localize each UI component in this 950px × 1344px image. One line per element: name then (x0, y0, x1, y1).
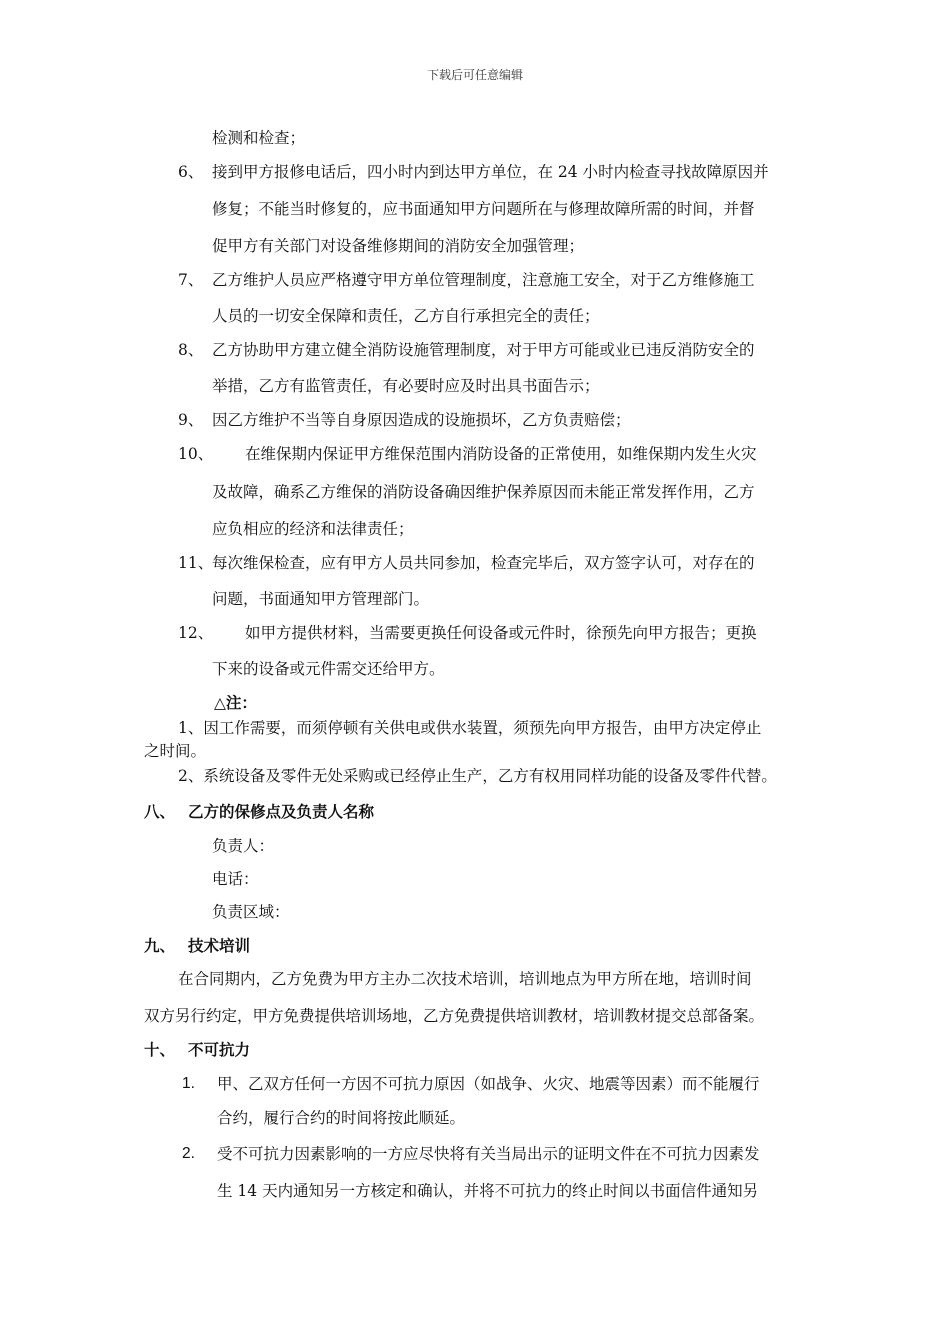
paragraph-line: 双方另行约定，甲方免费提供培训场地，乙方免费提供培训教材，培训教材提交总部备案。 (144, 1007, 765, 1025)
section-number: 十、 (144, 1040, 176, 1059)
contact-field-person: 负责人： (212, 837, 275, 855)
list-item-text: 下来的设备或元件需交还给甲方。 (212, 660, 445, 678)
note-item: 2、系统设备及零件无处采购或已经停止生产，乙方有权用同样功能的设备及零件代替。 (178, 767, 777, 785)
list-item-text: 应负相应的经济和法律责任； (212, 520, 414, 538)
list-item-text: 人员的一切安全保障和责任，乙方自行承担完全的责任； (212, 307, 600, 325)
list-item-text: 甲、乙双方任何一方因不可抗力原因（如战争、火灾、地震等因素）而不能履行 (217, 1075, 760, 1093)
list-number: 12、 (178, 624, 214, 642)
note-title: △注： (214, 693, 257, 712)
list-item-text: 乙方维护人员应严格遵守甲方单位管理制度，注意施工安全，对于乙方维修施工 (212, 271, 755, 289)
section-title: 不可抗力 (188, 1040, 251, 1059)
list-item-text: 举措，乙方有监管责任，有必要时应及时出具书面告示； (212, 377, 600, 395)
section-title: 技术培训 (188, 936, 251, 955)
list-item-text: 每次维保检查，应有甲方人员共同参加，检查完毕后，双方签字认可，对存在的 (212, 554, 755, 572)
section-number: 八、 (144, 802, 176, 821)
list-number: 9、 (178, 411, 204, 429)
list-number: 8、 (178, 341, 204, 359)
list-number: 6、 (178, 163, 204, 181)
section-number: 九、 (144, 936, 176, 955)
contact-field-phone: 电话： (212, 870, 259, 888)
list-item-text: 受不可抗力因素影响的一方应尽快将有关当局出示的证明文件在不可抗力因素发 (217, 1145, 760, 1163)
list-item-text: 促甲方有关部门对设备维修期间的消防安全加强管理； (212, 237, 585, 255)
list-item-text: 生 14 天内通知另一方核定和确认，并将不可抗力的终止时间以书面信件通知另 (217, 1182, 759, 1200)
list-item-text: 及故障，确系乙方维保的消防设备确因维护保养原因而未能正常发挥作用，乙方 (212, 483, 755, 501)
list-item-text: 乙方协助甲方建立健全消防设施管理制度，对于甲方可能或业已违反消防安全的 (212, 341, 755, 359)
list-number: 11、 (178, 554, 214, 572)
page-header: 下载后可任意编辑 (426, 68, 523, 82)
section-title: 乙方的保修点及负责人名称 (188, 802, 375, 821)
list-number: 2. (182, 1145, 195, 1162)
paragraph-line: 在合同期内，乙方免费为甲方主办二次技术培训，培训地点为甲方所在地，培训时间 (178, 970, 752, 988)
list-item-text: 因乙方维护不当等自身原因造成的设施损坏，乙方负责赔偿； (212, 411, 631, 429)
list-item-continuation: 检测和检查； (212, 129, 306, 147)
list-item-text: 合约，履行合约的时间将按此顺延。 (217, 1109, 466, 1127)
list-number: 7、 (178, 271, 204, 289)
list-item-text: 如甲方提供材料，当需要更换任何设备或元件时，徐预先向甲方报告；更换 (245, 624, 757, 642)
note-item-continuation: 之时间。 (144, 742, 207, 760)
list-item-text: 修复；不能当时修复的，应书面通知甲方问题所在与修理故障所需的时间，并督 (212, 200, 755, 218)
list-item-text: 接到甲方报修电话后，四小时内到达甲方单位，在 24 小时内检查寻找故障原因并 (212, 163, 769, 181)
list-item-text: 在维保期内保证甲方维保范围内消防设备的正常使用，如维保期内发生火灾 (245, 445, 757, 463)
note-item: 1、因工作需要，而须停顿有关供电或供水装置，须预先向甲方报告，由甲方决定停止 (178, 719, 762, 737)
list-number: 10、 (178, 445, 214, 463)
list-item-text: 问题，书面通知甲方管理部门。 (212, 590, 430, 608)
contact-field-area: 负责区域： (212, 903, 290, 921)
list-number: 1. (182, 1075, 195, 1092)
